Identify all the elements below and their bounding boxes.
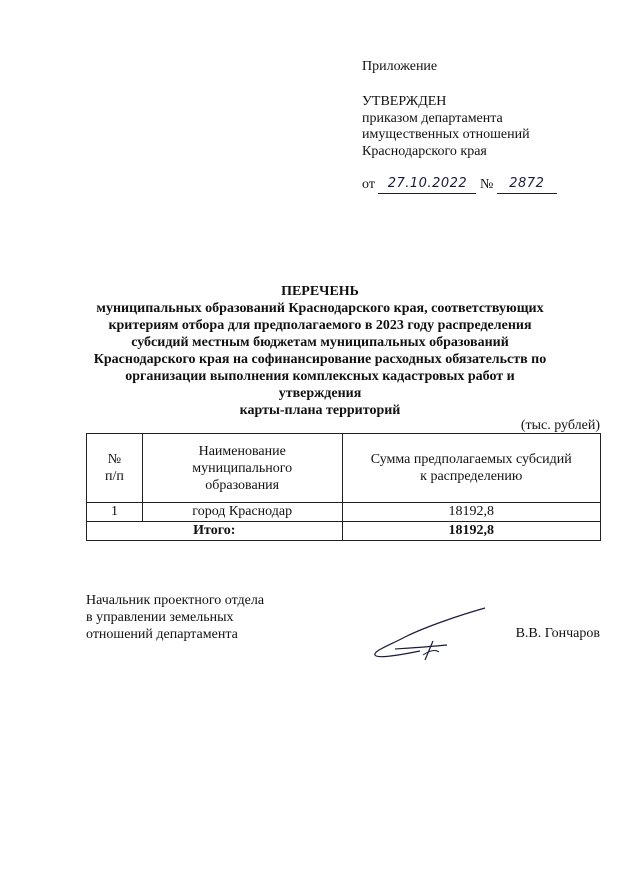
header-name: Наименование муниципального образования bbox=[142, 434, 342, 503]
signatory-line-1: Начальник проектного отдела bbox=[86, 593, 265, 608]
order-line bbox=[362, 176, 622, 198]
total-amount: 18192,8 bbox=[342, 522, 600, 541]
table-row bbox=[87, 503, 601, 522]
total-label: Итого: bbox=[87, 522, 343, 541]
signatory-line-2: в управлении земельных bbox=[86, 610, 234, 625]
title-line-5: организации выполнения комплексных кадастровых работ и утверждения bbox=[125, 369, 515, 401]
title-line-1: муниципальных образований Краснодарского края, соответствующих bbox=[96, 301, 544, 316]
header-number: № п/п bbox=[87, 434, 143, 503]
signatory-position bbox=[86, 592, 346, 643]
handwritten-signature bbox=[365, 605, 490, 665]
appendix-label: Приложение bbox=[362, 59, 438, 74]
title-line-6: карты-плана территорий bbox=[239, 403, 401, 418]
signatory-line-3: отношений департамента bbox=[86, 627, 238, 642]
order-date: 27.10.2022 bbox=[378, 176, 476, 194]
table-total-row bbox=[87, 522, 601, 541]
row-number: 1 bbox=[87, 503, 143, 522]
approved-label: УТВЕРЖДЕН bbox=[362, 93, 447, 109]
order-number: 2872 bbox=[497, 176, 557, 194]
subsidy-table bbox=[86, 433, 601, 541]
approval-line-3: Краснодарского края bbox=[362, 144, 487, 160]
header-amount: Сумма предполагаемых субсидий к распределению bbox=[342, 434, 600, 503]
row-name: город Краснодар bbox=[142, 503, 342, 522]
document-title bbox=[90, 283, 550, 419]
title-line-3: субсидий местным бюджетам муниципальных образований bbox=[131, 335, 509, 350]
title-line-4: Краснодарского края на софинансирование расходных обязательств по bbox=[93, 352, 547, 367]
approval-block bbox=[362, 59, 622, 161]
approval-line-1: приказом департамента bbox=[362, 110, 503, 126]
approval-line-2: имущественных отношений bbox=[362, 127, 530, 143]
title-line-2: критериям отбора для предполагаемого в 2023 году распределения bbox=[108, 318, 532, 333]
order-number-label: № bbox=[479, 177, 494, 193]
title-heading: ПЕРЕЧЕНЬ bbox=[281, 284, 359, 299]
row-amount: 18192,8 bbox=[342, 503, 600, 522]
order-from-label: от bbox=[362, 177, 375, 193]
table-header-row bbox=[87, 434, 601, 503]
signatory-name: В.В. Гончаров bbox=[515, 626, 600, 641]
unit-label: (тыс. рублей) bbox=[520, 418, 600, 433]
